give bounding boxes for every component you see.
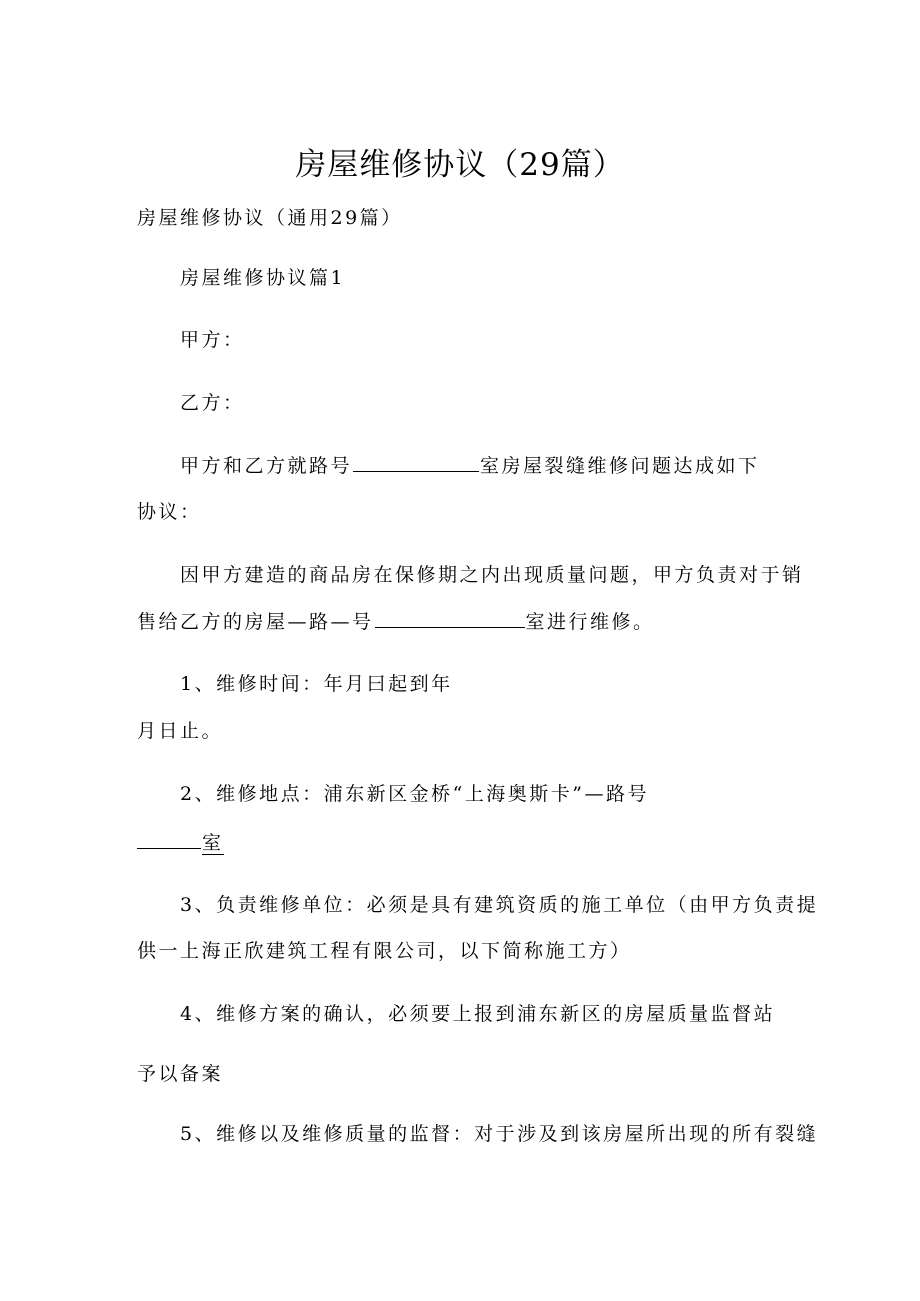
address-blank <box>353 451 479 472</box>
item-3-line-2: 供一上海正欣建筑工程有限公司，以下简称施工方） <box>137 940 632 962</box>
item-5-line-1: 5、维修以及维修质量的监督：对于涉及到该房屋所出现的所有裂缝 <box>180 1123 819 1145</box>
room-number-blank <box>375 607 525 628</box>
paragraph-2-line-1: 因甲方建造的商品房在保修期之内出现质量问题，甲方负责对于销 <box>180 564 804 586</box>
document-title: 房屋维修协议（29篇） <box>295 147 625 183</box>
paragraph-2-line-2 <box>137 607 655 636</box>
item-2-line-2 <box>137 828 224 857</box>
room-blank <box>137 828 201 849</box>
party-b-label: 乙方： <box>180 392 245 414</box>
paragraph-1-line-1 <box>180 451 760 480</box>
section-heading: 房屋维修协议篇1 <box>180 267 346 289</box>
item-4-line-2: 予以备案 <box>137 1063 224 1085</box>
paragraph-2-text-after-blank: 室进行维修。 <box>525 611 655 633</box>
item-2-line-1: 2、维修地点：浦东新区金桥“上海奥斯卡”—路号 <box>180 783 650 805</box>
item-2-room-text: 室 <box>202 832 224 854</box>
paragraph-1-line-2: 协议： <box>137 501 202 523</box>
paragraph-1-text-before-blank: 甲方和乙方就路号 <box>180 455 353 477</box>
document-subtitle: 房屋维修协议（通用29篇） <box>137 207 403 229</box>
item-1-line-2: 月日止。 <box>137 720 224 742</box>
paragraph-2-text-before-blank: 售给乙方的房屋—路—号 <box>137 611 374 633</box>
party-a-label: 甲方： <box>180 329 245 351</box>
item-4-line-1: 4、维修方案的确认，必须要上报到浦东新区的房屋质量监督站 <box>180 1003 776 1025</box>
item-3-line-1: 3、负责维修单位：必须是具有建筑资质的施工单位（由甲方负责提 <box>180 894 819 916</box>
item-1-line-1: 1、维修时间：年月曰起到年 <box>180 673 453 695</box>
paragraph-1-text-after-blank: 室房屋裂缝维修问题达成如下 <box>480 455 760 477</box>
